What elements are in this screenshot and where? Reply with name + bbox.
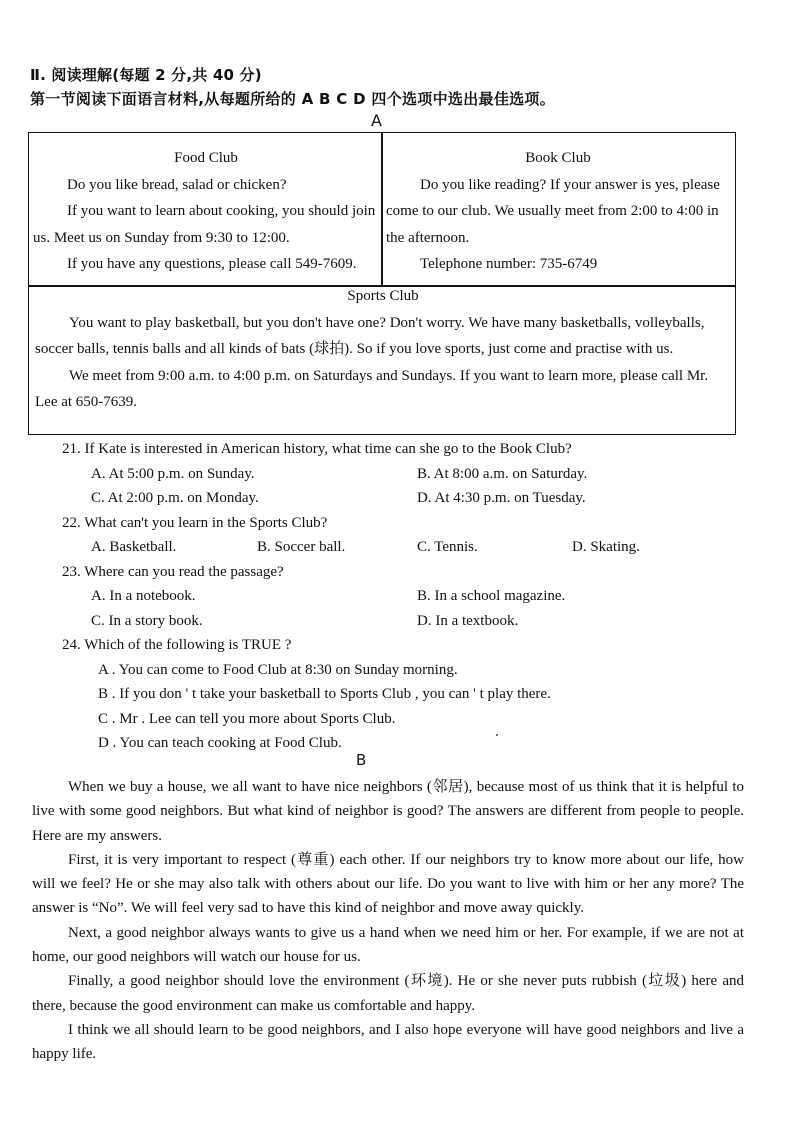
answer-option[interactable]: C. At 2:00 p.m. on Monday. xyxy=(91,490,259,506)
question-options xyxy=(62,731,762,756)
section-instruction: 第一节阅读下面语言材料,从每题所给的 A B C D 四个选项中选出最佳选项。 xyxy=(30,90,556,108)
answer-option[interactable]: A . You can come to Food Club at 8:30 on Sunday morning. xyxy=(98,661,458,678)
food-club-title: Food Club xyxy=(174,150,238,166)
question-options xyxy=(62,486,762,511)
answer-option[interactable]: A. In a notebook. xyxy=(91,588,196,604)
answer-option[interactable]: C . Mr . Lee can tell you more about Sports Club. xyxy=(98,710,396,727)
passage-b-paragraph: When we buy a house, we all want to have nice neighbors (邻居), because most of us think that it is helpful to live with some good neighbors. But what kind of neighbor is good? The answers are different from people to people. Here are my answers. xyxy=(32,779,744,844)
food-club-line: If you have any questions, please call 549-7609. xyxy=(67,256,357,272)
book-club-cell xyxy=(386,145,730,278)
food-club-cell xyxy=(33,145,379,278)
book-club-line: Do you like reading? If your answer is yes, please come to our club. We usually meet from 2:00 to 4:00 in the afternoon. xyxy=(386,176,720,246)
passage-b-paragraph: Next, a good neighbor always wants to give us a hand when we need him or her. For example, if we are not at home, our good neighbors will watch our house for us. xyxy=(32,924,744,966)
book-club-title: Book Club xyxy=(525,150,591,166)
passage-b-paragraph: Finally, a good neighbor should love the environment (环境). He or she never puts rubbish (垃圾) here and there, because the good environment can make us comfortable and happy. xyxy=(32,973,744,1014)
sports-club-line: You want to play basketball, but you don't have one? Don't worry. We have many basketballs, volleyballs, soccer balls, tennis balls and all kinds of bats (球拍). So if you love sports, just come and practise with us. xyxy=(35,314,705,357)
sports-club-line: We meet from 9:00 a.m. to 4:00 p.m. on Saturdays and Sundays. If you want to learn more, please call Mr. Lee at 650-7639. xyxy=(35,367,709,410)
question-options xyxy=(62,609,762,634)
passage-b-paragraph: I think we all should learn to be good neighbors, and I also hope everyone will have good neighbors and live a happy life. xyxy=(32,1021,744,1063)
clubs-table xyxy=(28,132,736,435)
question-options xyxy=(62,462,762,487)
answer-option[interactable]: D. Skating. xyxy=(572,539,640,555)
sports-club-title: Sports Club xyxy=(347,288,419,304)
question-options xyxy=(62,707,762,732)
book-club-line: Telephone number: 735-6749 xyxy=(420,256,598,272)
passage-b-paragraph: First, it is very important to respect (尊重) each other. If our neighbors try to know more about our life, how will we feel? He or she may also talk with others about our life. Do you want to live with him or her any more? The answer is “No”. We will feel very sad to have this kind of neighbor and move away quickly. xyxy=(32,851,744,917)
question-options xyxy=(62,535,762,560)
answer-option[interactable]: D . You can teach cooking at Food Club. xyxy=(98,735,342,751)
answer-option[interactable]: D. At 4:30 p.m. on Tuesday. xyxy=(417,490,586,506)
question-stem: 24. Which of the following is TRUE ? xyxy=(62,637,292,653)
section-title: Ⅱ. 阅读理解(每题 2 分,共 40 分) xyxy=(30,66,262,84)
food-club-line: Do you like bread, salad or chicken? xyxy=(67,176,287,193)
table-divider-vertical xyxy=(381,133,383,285)
print-speck xyxy=(496,734,498,736)
question-options xyxy=(62,584,762,609)
passage-a-questions xyxy=(62,437,762,756)
answer-option[interactable]: C. In a story book. xyxy=(91,612,203,629)
question-stem: 21. If Kate is interested in American history, what time can she go to the Book Club? xyxy=(62,441,572,457)
answer-option[interactable]: A. At 5:00 p.m. on Sunday. xyxy=(91,465,255,482)
question-options xyxy=(62,682,762,707)
answer-option[interactable]: B. At 8:00 a.m. on Saturday. xyxy=(417,465,588,482)
answer-option[interactable]: B. In a school magazine. xyxy=(417,588,566,604)
answer-option[interactable]: B. Soccer ball. xyxy=(257,539,346,555)
answer-option[interactable]: D. In a textbook. xyxy=(417,612,519,629)
answer-option[interactable]: C. Tennis. xyxy=(417,539,478,555)
question-stem: 22. What can't you learn in the Sports Club? xyxy=(62,514,328,531)
food-club-line: If you want to learn about cooking, you should join us. Meet us on Sunday from 9:30 to 12:00. xyxy=(33,203,376,246)
passage-b xyxy=(32,775,744,1067)
passage-b-label: B xyxy=(356,751,367,769)
question-stem: 23. Where can you read the passage? xyxy=(62,563,284,580)
answer-option[interactable]: B . If you don ' t take your basketball to Sports Club , you can ' t play there. xyxy=(98,686,551,702)
question-options xyxy=(62,658,762,683)
sports-club-cell xyxy=(35,283,731,416)
passage-a-label: A xyxy=(371,111,382,130)
answer-option[interactable]: A. Basketball. xyxy=(91,539,177,555)
